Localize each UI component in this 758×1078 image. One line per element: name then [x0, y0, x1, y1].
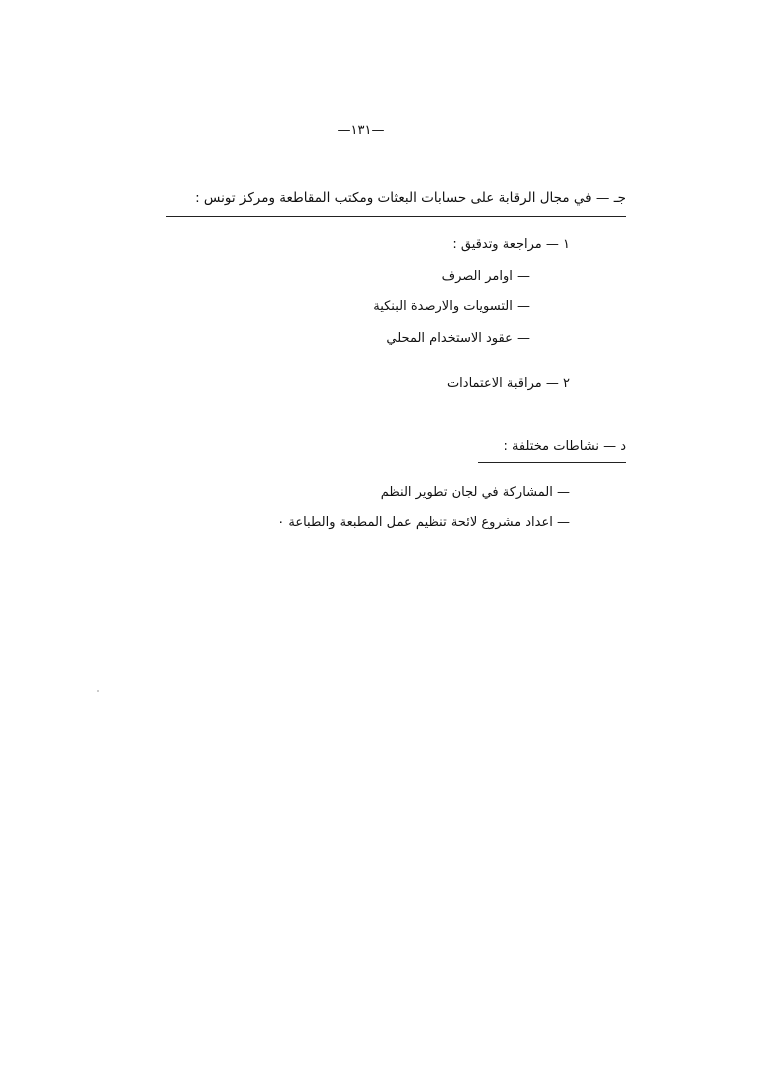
item-1-title: ١ — مراجعة وتدقيق : [452, 237, 570, 252]
list-item-payment-orders: — اوامر الصرف [441, 269, 530, 284]
list-item-committees: — المشاركة في لجان تطوير النظم [380, 485, 570, 500]
scan-speck [97, 690, 99, 692]
list-item-local-contracts: — عقود الاستخدام المحلي [386, 331, 530, 346]
item-2-title: ٢ — مراقبة الاعتمادات [446, 376, 570, 391]
section-d-underline [478, 462, 626, 463]
list-item-press-regulation: — اعداد مشروع لائحة تنظيم عمل المطبعة والطباعة ٠ [277, 515, 570, 530]
section-j-heading: جـ — في مجال الرقابة على حسابات البعثات ومكتب المقاطعة ومركز تونس : [195, 190, 626, 206]
list-item-bank-settlements: — التسويات والارصدة البنكية [373, 299, 530, 314]
section-j-underline [166, 216, 626, 217]
section-d-heading: د — نشاطات مختلفة : [503, 439, 626, 454]
page-number: —١٣١— [337, 123, 385, 138]
